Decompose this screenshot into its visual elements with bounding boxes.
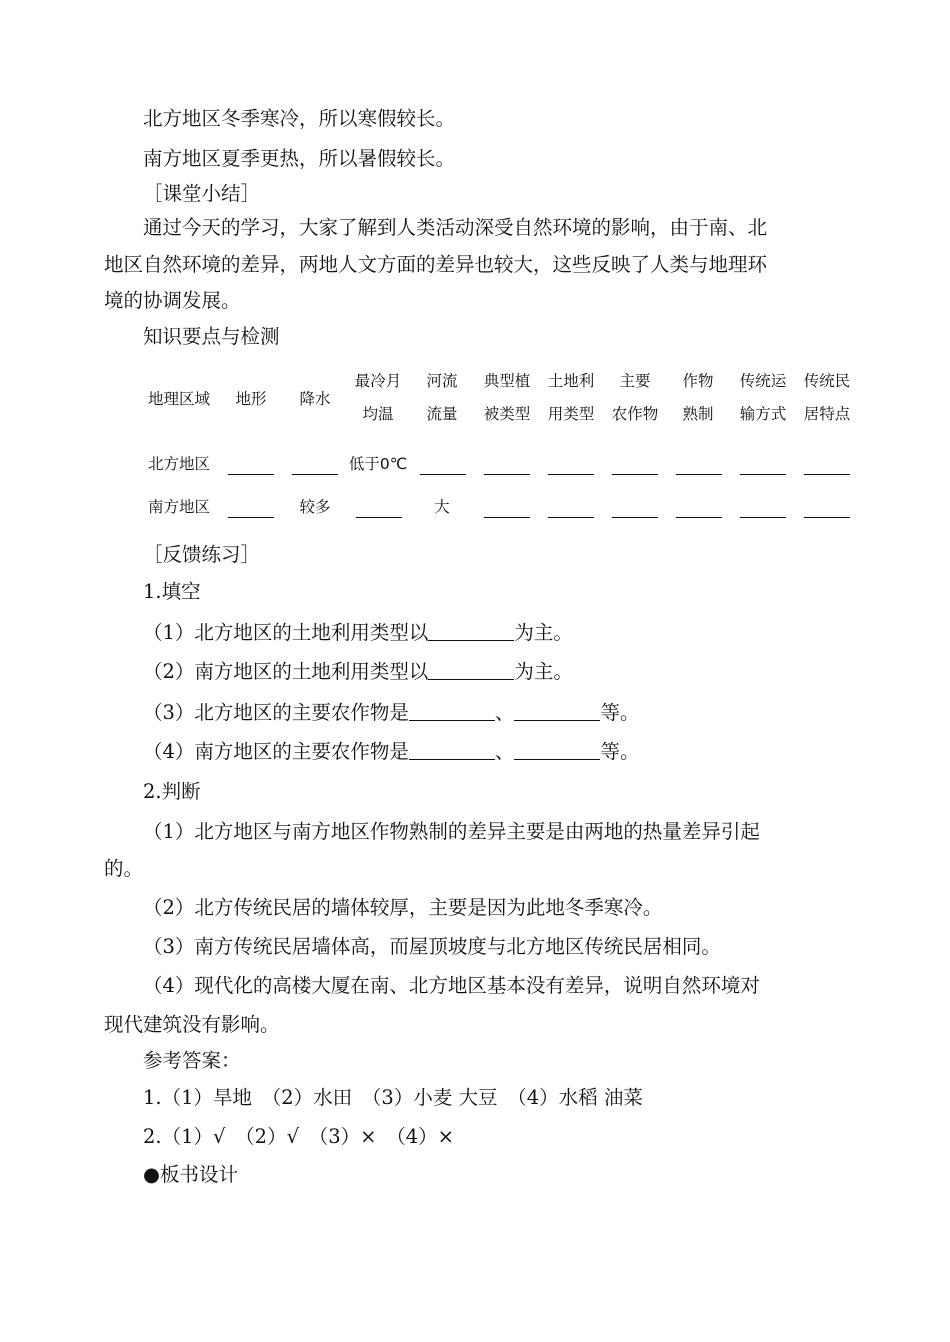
q1-blank[interactable] [428, 620, 514, 641]
fill-question-3 [143, 700, 639, 726]
answers-fill: 1.（1）旱地 （2）水田 （3）小麦 大豆 （4）水稻 油菜 [143, 1086, 643, 1109]
header-crops-line-2: 农作物 [611, 405, 659, 423]
south-transport-blank [740, 517, 786, 518]
q4-separator: 、 [494, 740, 515, 763]
north-vegetation-blank [484, 474, 530, 475]
answers-heading: 参考答案： [143, 1049, 241, 1072]
q2-suffix: 为主。 [514, 660, 573, 683]
q1-suffix: 为主。 [514, 621, 573, 644]
south-dwelling-blank [804, 517, 850, 518]
q2-text: （2）南方地区的土地利用类型以 [143, 660, 429, 683]
row-label-south: 南方地区 [147, 498, 210, 516]
summary-text-line-2: 地区自然环境的差异，两地人文方面的差异也较大，这些反映了人类与地理环 [104, 253, 768, 276]
north-coldest-month-value: 低于0℃ [348, 455, 408, 473]
q3-blank-1[interactable] [409, 700, 495, 721]
judge-question-4-line-1: （4）现代化的高楼大厦在南、北方地区基本没有差异，说明自然环境对 [143, 974, 760, 997]
header-transport-line-1: 传统运 [739, 372, 787, 390]
judge-question-2: （2）北方传统民居的墙体较厚，主要是因为此地冬季寒冷。 [143, 896, 663, 919]
header-cropping-system-line-1: 作物 [682, 372, 714, 390]
knowledge-heading: 知识要点与检测 [143, 325, 280, 348]
header-precipitation: 降水 [299, 390, 331, 408]
q2-blank[interactable] [428, 659, 514, 680]
north-precipitation-blank [292, 474, 338, 475]
north-crops-blank [612, 474, 658, 475]
north-terrain-blank [228, 474, 274, 475]
judge-question-1-line-1: （1）北方地区与南方地区作物熟制的差异主要是由两地的热量差异引起 [143, 820, 760, 843]
south-terrain-blank [228, 517, 274, 518]
row-label-north: 北方地区 [147, 455, 210, 473]
q3-blank-2[interactable] [514, 700, 600, 721]
header-region: 地理区域 [147, 390, 210, 408]
q4-blank-2[interactable] [514, 739, 600, 760]
paragraph-south-summer: 南方地区夏季更热，所以暑假较长。 [143, 147, 456, 170]
fill-question-4 [143, 739, 639, 765]
south-land-use-blank [548, 517, 594, 518]
q4-blank-1[interactable] [409, 739, 495, 760]
q4-text: （4）南方地区的主要农作物是 [143, 740, 409, 763]
header-transport-line-2: 输方式 [739, 405, 787, 423]
q3-separator: 、 [494, 701, 515, 724]
board-design-heading: ●板书设计 [143, 1163, 239, 1186]
q3-suffix: 等。 [600, 701, 640, 724]
q4-suffix: 等。 [600, 740, 640, 763]
header-dwelling-line-2: 居特点 [803, 405, 851, 423]
judge-question-4-line-2: 现代建筑没有影响。 [104, 1013, 280, 1036]
exercise-heading: ［反馈练习］ [143, 543, 261, 566]
q3-text: （3）北方地区的主要农作物是 [143, 701, 409, 724]
judge-question-3: （3）南方传统民居墙体高，而屋顶坡度与北方地区传统民居相同。 [143, 935, 721, 958]
header-coldest-month-line-2: 均温 [362, 405, 394, 423]
header-river-flow-line-1: 河流 [426, 372, 458, 390]
paragraph-north-winter: 北方地区冬季寒冷，所以寒假较长。 [143, 107, 456, 130]
header-crops-line-1: 主要 [619, 372, 651, 390]
north-dwelling-blank [804, 474, 850, 475]
south-coldest-month-blank [356, 517, 402, 518]
summary-text-line-3: 境的协调发展。 [104, 289, 241, 312]
south-cropping-system-blank [676, 517, 722, 518]
q1-text: （1）北方地区的土地利用类型以 [143, 621, 429, 644]
south-river-value: 大 [434, 498, 450, 516]
fill-blank-title: 1.填空 [143, 580, 201, 603]
header-terrain: 地形 [235, 390, 267, 408]
answers-judge: 2.（1）√ （2）√ （3）× （4）× [143, 1125, 455, 1148]
south-crops-blank [612, 517, 658, 518]
fill-question-1 [143, 620, 573, 646]
south-vegetation-blank [484, 517, 530, 518]
header-river-flow-line-2: 流量 [426, 405, 458, 423]
header-coldest-month-line-1: 最冷月 [354, 372, 402, 390]
header-vegetation-line-1: 典型植 [483, 372, 531, 390]
north-land-use-blank [548, 474, 594, 475]
header-dwelling-line-1: 传统民 [803, 372, 851, 390]
summary-heading: ［课堂小结］ [143, 182, 261, 205]
header-land-use-line-1: 土地利 [547, 372, 595, 390]
fill-question-2 [143, 659, 573, 685]
summary-text-line-1: 通过今天的学习，大家了解到人类活动深受自然环境的影响，由于南、北 [143, 216, 768, 239]
north-transport-blank [740, 474, 786, 475]
header-vegetation-line-2: 被类型 [483, 405, 531, 423]
north-cropping-system-blank [676, 474, 722, 475]
judge-title: 2.判断 [143, 780, 201, 803]
header-land-use-line-2: 用类型 [547, 405, 595, 423]
judge-question-1-line-2: 的。 [104, 857, 144, 880]
south-precipitation-value: 较多 [299, 498, 331, 516]
knowledge-table [140, 366, 860, 526]
north-river-blank [420, 474, 466, 475]
header-cropping-system-line-2: 熟制 [682, 405, 714, 423]
